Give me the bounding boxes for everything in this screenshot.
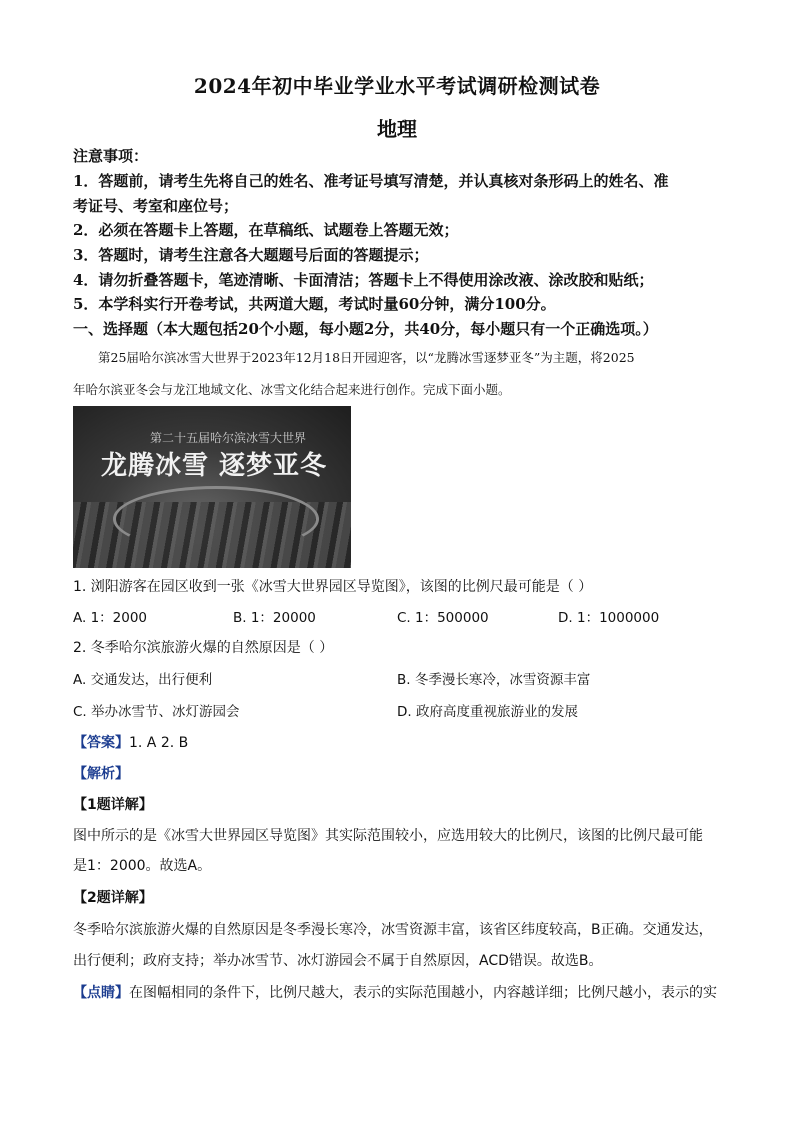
notice-item: 4．请勿折叠答题卡，笔迹清晰、卡面清洁；答题卡上不得使用涂改液、涂改胶和贴纸； [73,271,654,289]
photo-banner-top: 第二十五届哈尔滨冰雪大世界 [149,431,306,445]
tip-line [73,983,723,1003]
detail-1-label: 【1题详解】 [73,797,153,813]
notice-heading: 注意事项： [73,147,149,165]
q1-option-a: A. 1：2000 [73,610,148,626]
detail-1-line: 图中所示的是《冰雪大世界园区导览图》其实际范围较小，应选用较大的比例尺，该图的比例尺最可能 [73,828,703,844]
answer-text: 1. A 2. B [129,735,189,751]
answer-label: 【答案】 [73,735,129,751]
q1-option-b: B. 1：20000 [233,610,316,626]
subject-title: 地理 [377,117,417,141]
q2-option-d: D. 政府高度重视旅游业的发展 [397,704,578,720]
q1-option-c: C. 1：500000 [397,610,489,626]
page-title: 2024年初中毕业学业水平考试调研检测试卷 [193,74,601,98]
photo-arc [113,486,319,552]
detail-1-line: 是1：2000。故选A。 [73,858,212,874]
question-2-stem: 2. 冬季哈尔滨旅游火爆的自然原因是（ ） [73,640,334,656]
q2-option-b: B. 冬季漫长寒冷，冰雪资源丰富 [397,672,591,688]
notice-item: 1．答题前，请考生先将自己的姓名、准考证号填写清楚，并认真核对条形码上的姓名、准 [73,172,669,190]
tip-text: 在图幅相同的条件下，比例尺越大，表示的实际范围越小，内容越详细；比例尺越小，表示的实 [129,985,717,1001]
detail-2-line: 出行便利；政府支持；举办冰雪节、冰灯游园会不属于自然原因，ACD错误。故选B。 [73,953,603,969]
notice-item: 考证号、考室和座位号； [73,197,239,215]
question-1-stem: 1. 浏阳游客在园区收到一张《冰雪大世界园区导览图》，该图的比例尺最可能是（ ） [73,579,593,595]
photo-banner-main: 龙腾冰雪 逐梦亚冬 [100,451,328,481]
notice-item: 2．必须在答题卡上答题，在草稿纸、试题卷上答题无效； [73,221,459,239]
answer-line [73,733,723,753]
ice-snow-world-photo [73,406,351,568]
detail-2-line: 冬季哈尔滨旅游火爆的自然原因是冬季漫长寒冷，冰雪资源丰富，该省区纬度较高，B正确。交通发达， [73,922,713,938]
detail-2-label: 【2题详解】 [73,890,153,906]
tip-label: 【点睛】 [73,985,129,1001]
intro-line: 年哈尔滨亚冬会与龙江地域文化、冰雪文化结合起来进行创作。完成下面小题。 [73,382,511,397]
q2-option-a: A. 交通发达，出行便利 [73,672,213,688]
notice-item: 5．本学科实行开卷考试，共两道大题，考试时量60分钟，满分100分。 [73,295,556,313]
q2-option-c: C. 举办冰雪节、冰灯游园会 [73,704,240,720]
analysis-line [73,764,723,784]
section-heading: 一、选择题（本大题包括20个小题，每小题2分，共40分，每小题只有一个正确选项。） [73,320,658,338]
intro-line: 第25届哈尔滨冰雪大世界于2023年12月18日开园迎客，以“龙腾冰雪逐梦亚冬”为主题，将2025 [98,350,635,365]
notice-item: 3．答题时，请考生注意各大题题号后面的答题提示； [73,246,429,264]
q1-option-d: D. 1：1000000 [558,610,660,626]
analysis-label: 【解析】 [73,766,129,782]
